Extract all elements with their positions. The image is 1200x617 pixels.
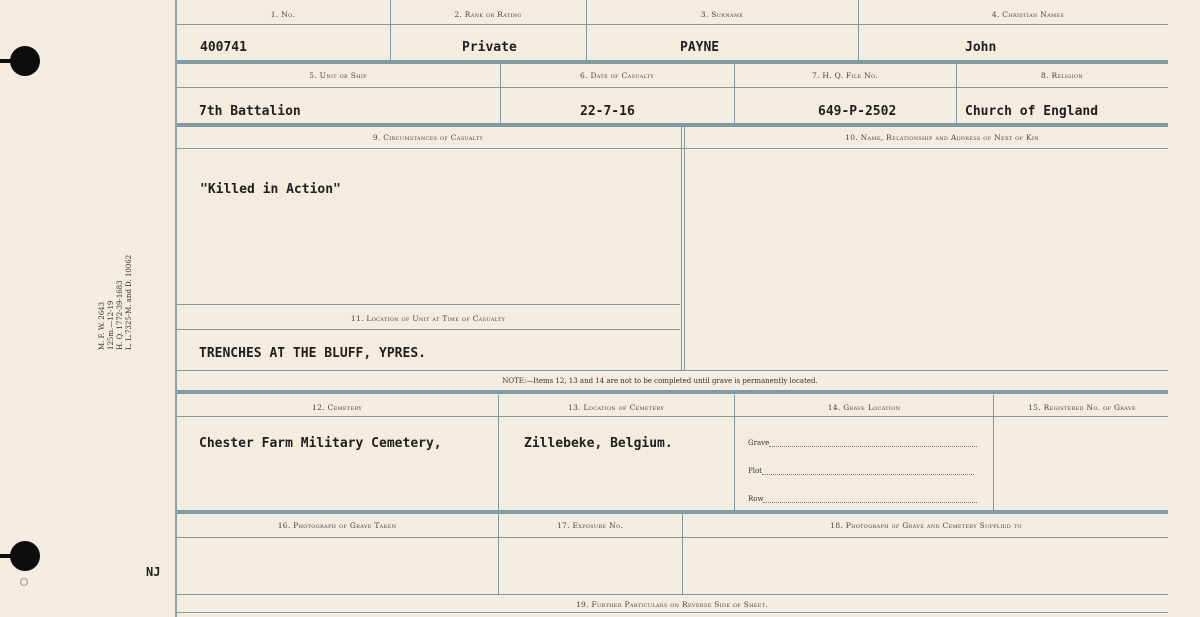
column-rule (956, 64, 957, 124)
row-rule (177, 416, 1168, 417)
value-hq-file: 649-P-2502 (818, 104, 897, 119)
label-religion: 8. Religion (1041, 71, 1083, 80)
column-rule (681, 127, 682, 370)
column-rule (734, 395, 735, 510)
column-rule (858, 0, 859, 60)
label-unit: 5. Unit or Ship (309, 71, 367, 80)
label-christian-names: 4. Christian Names (991, 10, 1065, 19)
value-location-of-cemetery: Zillebeke, Belgium. (524, 436, 673, 451)
form-print-line: M. F. W. 2643 (98, 301, 106, 350)
form-print-line: L. L.7325-M. and D. 10062 (125, 254, 133, 350)
plot-field-label: Plot (748, 467, 762, 475)
dotted-line (769, 446, 977, 447)
label-next-of-kin: 10. Name, Relationship and Address of Next of Kin (845, 133, 1039, 142)
grave-field-label: Grave (748, 439, 770, 447)
column-rule (734, 64, 735, 124)
column-rule (684, 127, 685, 370)
row-rule (177, 148, 1168, 149)
value-number: 400741 (200, 40, 247, 55)
column-rule (586, 0, 587, 60)
value-unit: 7th Battalion (199, 104, 301, 119)
plot-field (748, 467, 974, 475)
punch-hole-bottom (10, 541, 40, 571)
row-field (748, 495, 977, 503)
punch-hole-top (10, 46, 40, 76)
row-rule (177, 123, 1168, 127)
row-rule (177, 87, 1168, 88)
label-grave-location: 14. Grave Location (827, 403, 901, 412)
label-hq-file: 7. H. Q. File No. (811, 71, 879, 80)
column-rule (682, 514, 683, 594)
note-text: NOTE:—Items 12, 13 and 14 are not to be completed until grave is permanently located. (502, 377, 818, 385)
label-photo-taken: 16. Photograph of Grave Taken (277, 521, 397, 530)
label-rank: 2. Rank or Rating (454, 10, 522, 19)
row-rule (177, 390, 1168, 394)
row-rule (177, 329, 680, 330)
label-location-of-cemetery: 13. Location of Cemetery (568, 403, 664, 412)
row-rule (177, 537, 1168, 538)
label-surname: 3. Surname (700, 10, 744, 19)
form-print-code (98, 255, 134, 350)
row-rule (177, 370, 1168, 371)
value-rank: Private (462, 40, 517, 55)
label-registered-no: 15. Registered No. of Grave (1028, 403, 1136, 412)
label-further-particulars: 19. Further Particulars on Reverse Side of Sheet. (575, 600, 769, 609)
value-circumstances: "Killed in Action" (200, 182, 341, 197)
label-exposure-no: 17. Exposure No. (556, 521, 624, 530)
dotted-line (762, 474, 974, 475)
label-no: 1. No. (270, 10, 296, 19)
label-photo-supplied: 18. Photograph of Grave and Cemetery Supplied to (830, 521, 1022, 530)
small-hole-mark (20, 578, 28, 586)
form-print-line: 125m.—12-19 (107, 300, 115, 350)
row-rule (177, 60, 1168, 64)
column-rule (390, 0, 391, 60)
value-location-of-unit: TRENCHES AT THE BLUFF, YPRES. (199, 346, 426, 361)
row-rule (177, 304, 680, 305)
column-rule (498, 395, 499, 510)
value-date: 22-7-16 (580, 104, 635, 119)
value-cemetery: Chester Farm Military Cemetery, (199, 436, 442, 451)
value-religion: Church of England (965, 104, 1099, 119)
label-location-of-unit: 11. Location of Unit at Time of Casualty (350, 314, 506, 323)
value-surname: PAYNE (680, 40, 720, 55)
initials-mark: NJ (146, 565, 161, 579)
value-christian-names: John (965, 40, 997, 55)
row-rule (177, 594, 1168, 595)
column-rule (993, 395, 994, 510)
row-rule (177, 612, 1168, 613)
row-rule (177, 510, 1168, 514)
label-date-of-casualty: 6. Date of Casualty (580, 71, 654, 80)
column-rule (500, 64, 501, 124)
column-rule (498, 514, 499, 594)
label-circumstances: 9. Circumstances of Casualty (372, 133, 484, 142)
dotted-line (763, 502, 977, 503)
form-print-line: H. Q. 1772-39-1683 (116, 280, 124, 350)
grave-field (748, 439, 977, 447)
row-rule (177, 24, 1168, 25)
margin-rule (175, 0, 177, 617)
row-field-label: Row (748, 495, 764, 503)
label-cemetery: 12. Cemetery (312, 403, 362, 412)
